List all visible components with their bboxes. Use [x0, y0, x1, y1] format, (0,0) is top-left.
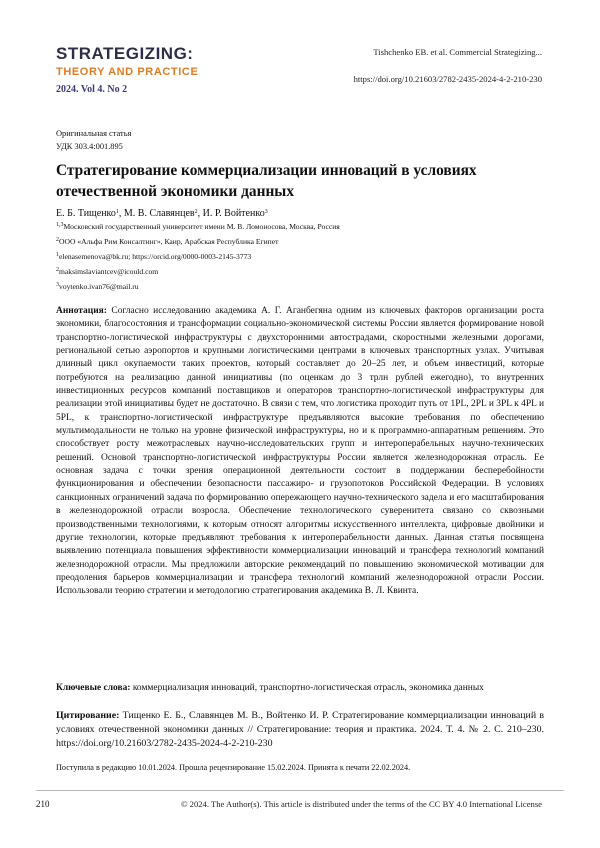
- keywords-text: коммерциализация инноваций, транспортно-логистическая отрасль, экономика данных: [132, 683, 484, 693]
- affiliation-line: $^{1,3}$Московский государственный университет имени М. В. Ломоносова, Москва, Россия: [56, 222, 340, 231]
- contact-line: $^1$elenasemenova@bk.ru; https://orcid.org/0000-0003-2145-3773: [56, 252, 252, 261]
- header-doi[interactable]: https://doi.org/10.21603/2782-2435-2024-4-2-210-230: [353, 74, 542, 84]
- affiliations: [56, 222, 546, 297]
- page-header: [354, 46, 542, 86]
- article-title: Стратегирование коммерциализации инноваций в условиях отечественной экономики данных: [56, 162, 477, 200]
- author-sup: 2: [194, 209, 198, 215]
- received-dates: Поступила в редакцию 10.01.2024. Прошла рецензирование 15.02.2024. Принята к печати 22.02.2024.: [56, 763, 411, 772]
- keywords: [56, 682, 544, 695]
- abstract-text: Согласно исследованию академика А. Г. Аганбегяна одним из ключевых факторов организации роста экономики, благосостояния и трансформации социально-экономической системы России является формирование новой транспортно-логистической инфраструктуры с двухсторонними автострадами, скоростными железными дорогами, региональной сетью аэропортов и крупными логистическими центрами в ключевых транспортных узлах. Учитывая длинный цикл окупаемости таких проектов, который составляет до 20–25 лет, и объем инвестиций, которые потребуются на реализацию данной инициативы (по оценкам до 3 трлн рублей ежегодно), то внутренних инвестиционных ресурсов компаний поставщиков и операторов транспортно-логистической инфраструктуры для реализации этой инициативы будет не достаточно. В связи с тем, что логистика проходит путь от 1PL, 2PL и 3PL к 4PL и 5PL, к транспортно-логистической инфраструктуре предъявляются высокие требования по обеспечению мультимодальности не только на уровне физической инфраструктуры, но и к программно-аппаратным решениям. Это способствует росту межотраслевых научно-исследовательских групп и интероперабельных научно-технических решений. Основой транспортно-логистической инфраструктуры России является железнодорожная отрасль. Ее основная задача с точки зрения операционной деятельности состоит в поддержании бесперебойности функционирования и обеспечении безопасности пассажиро- и грузопотоков Российской Федерации. В условиях санкционных ограничений задача по формированию опережающего научно-технического задела и его масштабирования в железнодорожной отрасли возросла. Обеспечение технологического суверенитета связано со сквозными производственными технологиями, к которым относят алгоритмы искусственного интеллекта, цифровые двойники и другие технологии, которые предъявляют требования к интероперабельности данных. Данная статья посвящена выявлению потенциала повышения эффективности коммерциализации инноваций и трансфера технологий компаний железнодорожной отрасли. Мы предложили авторские рекомендаций по повышению экономической мотивации для преодоления барьеров коммерциализации и трансфера технологий компаний железнодорожной отрасли России. Использовали теорию стратегии и методологию стратегирования академика В. Л. Квинта.: [56, 306, 544, 597]
- citation-label: Цитирование:: [56, 710, 120, 721]
- license-notice: © 2024. The Author(s). This article is distributed under the terms of the CC BY 4.0 International License: [180, 799, 542, 809]
- udk-code: УДК 303.4:001.895: [56, 142, 123, 151]
- author-name: М. В. Славянцев: [123, 208, 195, 219]
- journal-subtitle: THEORY AND PRACTICE: [56, 66, 199, 78]
- affiliation-line: $^2$ООО «Альфа Рим Консалтинг», Каир, Арабская Республика Египет: [56, 237, 279, 246]
- journal-logo: [56, 44, 198, 95]
- abstract-label: Аннотация:: [56, 306, 107, 316]
- contact-line: $^2$maksimslaviantcev@icould.com: [56, 267, 159, 276]
- contact-line: $^3$voytenko.ivan76@mail.ru: [56, 282, 139, 291]
- abstract: [56, 305, 544, 599]
- author-list: Е. Б. Тищенко$^1$, М. В. Славянцев$^2$, И. Р. Войтенко$^3$: [56, 208, 268, 219]
- citation: [56, 709, 544, 751]
- keywords-label: Ключевые слова:: [56, 683, 131, 693]
- article-type: Оригинальная статья: [56, 129, 132, 138]
- author-sup: 3: [264, 209, 268, 215]
- author-name: И. Р. Войтенко: [202, 208, 265, 219]
- page-number: 210: [36, 799, 50, 809]
- author-name: Е. Б. Тищенко: [56, 208, 116, 219]
- running-head: Tishchenko EB. et al. Commercial Strategizing...: [373, 47, 542, 57]
- journal-issue: 2024. Vol 4. No 2: [56, 84, 128, 95]
- citation-text: Тищенко Е. Б., Славянцев М. В., Войтенко И. Р. Стратегирование коммерциализации инноваций в условиях отечественной экономики данных // Стратегирование: теория и практика. 2024. Т. 4. № 2. С. 210–230. https://doi.org/10.21603/2782-2435-2024-4-2-210-230: [56, 710, 544, 749]
- author-sup: 1: [115, 209, 119, 215]
- footer-divider: [36, 790, 564, 791]
- journal-name: STRATEGIZING:: [56, 44, 194, 63]
- article-meta: [56, 127, 131, 153]
